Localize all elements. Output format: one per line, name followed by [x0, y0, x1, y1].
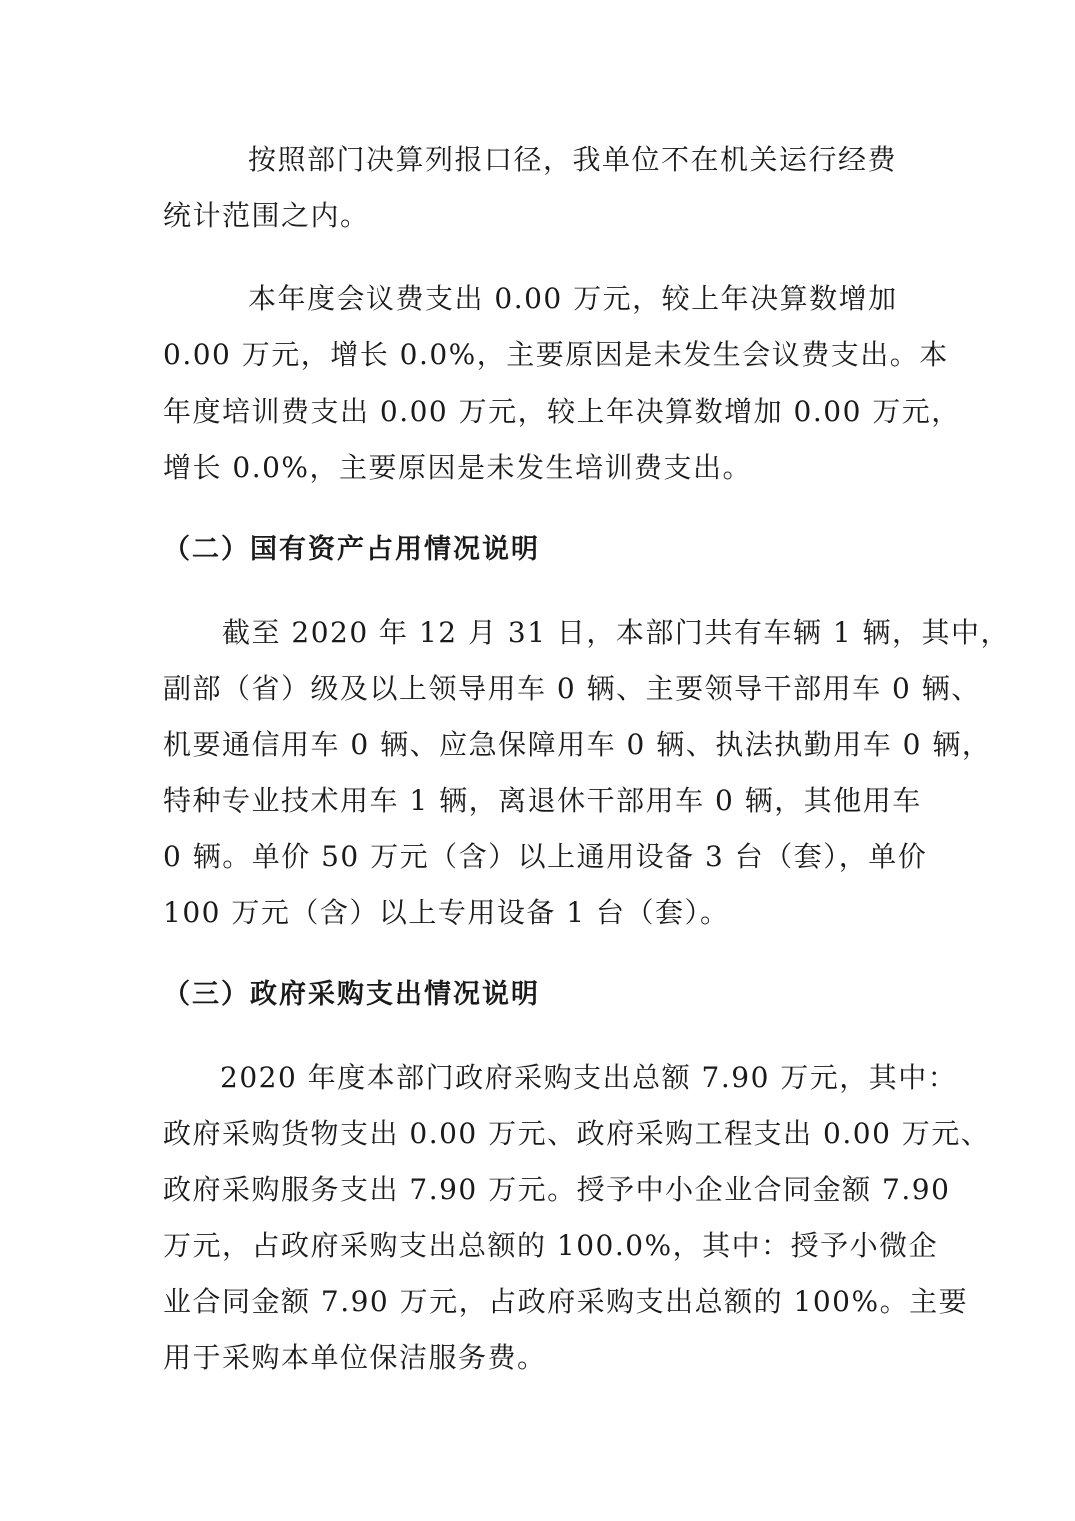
para3-line-6: 100 万元（含）以上专用设备 1 台（套）。: [163, 896, 730, 929]
para3-line-3: 机要通信用车 0 辆、应急保障用车 0 辆、执法执勤用车 0 辆，: [163, 728, 992, 761]
section-heading-procurement: （三）政府采购支出情况说明: [163, 979, 540, 1010]
para2-line-2: 0.00 万元，增长 0.0%，主要原因是未发生会议费支出。本: [163, 338, 949, 371]
para3-line-4: 特种专业技术用车 1 辆，离退休干部用车 0 辆，其他用车: [163, 784, 922, 817]
para4-line-3: 政府采购服务支出 7.90 万元。授予中小企业合同金额 7.90: [163, 1173, 951, 1206]
para3-line-2: 副部（省）级及以上领导用车 0 辆、主要领导干部用车 0 辆、: [163, 672, 981, 705]
para1-line-2: 统计范围之内。: [163, 199, 370, 232]
section-heading-assets: （二）国有资产占用情况说明: [163, 534, 540, 565]
para3-line-1: 截至 2020 年 12 月 31 日，本部门共有车辆 1 辆，其中，: [222, 616, 1011, 649]
para3-line-5: 0 辆。单价 50 万元（含）以上通用设备 3 台（套），单价: [163, 840, 928, 873]
para4-line-4: 万元，占政府采购支出总额的 100.0%，其中：授予小微企: [163, 1229, 939, 1262]
para2-line-1: 本年度会议费支出 0.00 万元，较上年决算数增加: [248, 282, 898, 315]
para2-line-4: 增长 0.0%，主要原因是未发生培训费支出。: [163, 451, 753, 484]
para2-line-3: 年度培训费支出 0.00 万元，较上年决算数增加 0.00 万元，: [163, 395, 961, 428]
para4-line-2: 政府采购货物支出 0.00 万元、政府采购工程支出 0.00 万元、: [163, 1117, 991, 1150]
para4-line-1: 2020 年度本部门政府采购支出总额 7.90 万元，其中：: [220, 1061, 958, 1094]
para4-line-6: 用于采购本单位保洁服务费。: [163, 1341, 547, 1374]
para1-line-1: 按照部门决算列报口径，我单位不在机关运行经费: [248, 143, 898, 176]
para4-line-5: 业合同金额 7.90 万元，占政府采购支出总额的 100%。主要: [163, 1285, 969, 1318]
